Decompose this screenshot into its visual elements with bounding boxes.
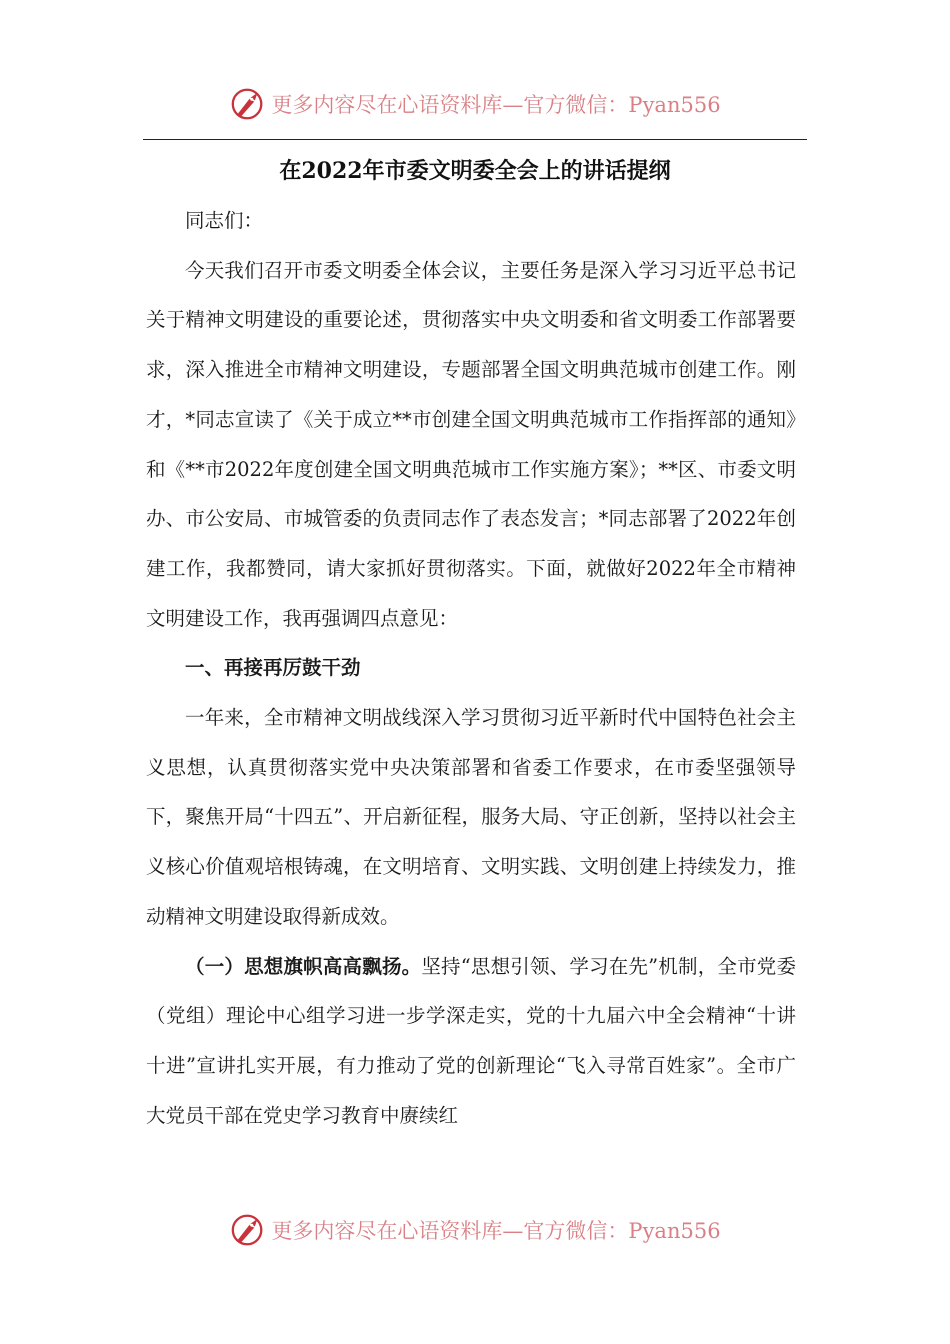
watermark-banner-bottom xyxy=(0,1208,950,1252)
document-body xyxy=(146,196,796,1140)
pen-nib-logo-icon xyxy=(229,85,267,123)
paragraph-subsection-1 xyxy=(146,942,796,1141)
subsection-lead: （一）思想旗帜高高飘扬。 xyxy=(185,954,422,978)
pen-nib-logo-icon xyxy=(229,1211,267,1249)
header-divider xyxy=(143,139,807,140)
watermark-text: 更多内容尽在心语资料库—官方微信：Pyan556 xyxy=(271,93,721,117)
section-heading-1: 一、再接再厉鼓干劲 xyxy=(185,656,361,680)
subsection-text: 坚持“思想引领、学习在先”机制，全市党委（党组）理论中心组学习进一步学深走实，党的十九届六中全会精神“十讲十进”宣讲扎实开展，有力推动了党的创新理论“飞入寻常百姓家”。全市广大党员干部在党史学习教育中赓续红 xyxy=(146,954,796,1127)
document-title: 在2022年市委文明委全会上的讲话提纲 xyxy=(279,158,671,184)
watermark-text: 更多内容尽在心语资料库—官方微信：Pyan556 xyxy=(271,1219,721,1243)
paragraph-review: 一年来，全市精神文明战线深入学习贯彻习近平新时代中国特色社会主义思想，认真贯彻落实党中央决策部署和省委工作要求，在市委坚强领导下，聚焦开局“十四五”、开启新征程，服务大局、守正创新，坚持以社会主义核心价值观培根铸魂，在文明培育、文明实践、文明创建上持续发力，推动精神文明建设取得新成效。 xyxy=(146,706,796,928)
watermark-banner-top xyxy=(0,82,950,126)
paragraph-intro: 今天我们召开市委文明委全体会议，主要任务是深入学习习近平总书记关于精神文明建设的重要论述，贯彻落实中央文明委和省文明委工作部署要求，深入推进全市精神文明建设，专题部署全国文明典范城市创建工作。刚才，*同志宣读了《关于成立**市创建全国文明典范城市工作指挥部的通知》和《**市2022年度创建全国文明典范城市工作实施方案》；**区、市委文明办、市公安局、市城管委的负责同志作了表态发言；*同志部署了2022年创建工作，我都赞同，请大家抓好贯彻落实。下面，就做好2022年全市精神文明建设工作，我再强调四点意见： xyxy=(146,258,796,630)
salutation: 同志们： xyxy=(185,209,264,232)
